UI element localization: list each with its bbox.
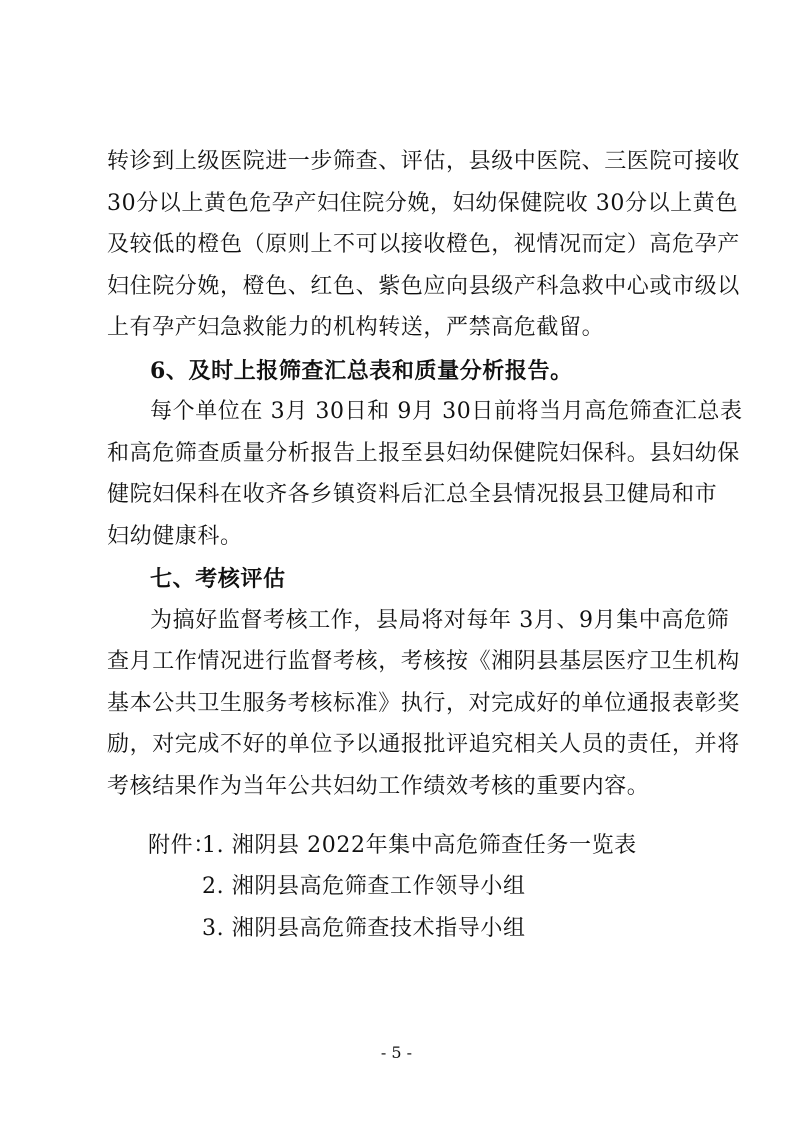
text-line: 30分以上黄色危孕产妇住院分娩，妇幼保健院收 30分以上黄色: [107, 191, 738, 216]
text-line: 上有孕产妇急救能力的机构转送，严禁高危截留。: [107, 315, 605, 340]
text-line: 健院妇保科在收齐各乡镇资料后汇总全县情况报县卫健局和市: [107, 482, 718, 507]
attachment-item: 2. 湘阴县高危筛查工作领导小组: [202, 874, 526, 899]
text-line: 和高危筛查质量分析报告上报至县妇幼保健院妇保科。县妇幼保: [107, 441, 740, 466]
text-line: 基本公共卫生服务考核标准》执行，对完成好的单位通报表彰奖: [107, 691, 740, 716]
page-number: - 5 -: [380, 1043, 413, 1062]
text-line: 查月工作情况进行监督考核，考核按《湘阴县基层医疗卫生机构: [107, 649, 740, 674]
attachment-item: 3. 湘阴县高危筛查技术指导小组: [202, 916, 526, 941]
text-line: 考核结果作为当年公共妇幼工作绩效考核的重要内容。: [107, 774, 650, 799]
text-line: 每个单位在 3月 30日和 9月 30日前将当月高危筛查汇总表: [150, 399, 743, 424]
text-line: 为搞好监督考核工作，县局将对每年 3月、9月集中高危筛: [150, 608, 730, 633]
item-6-heading: 6、及时上报筛查汇总表和质量分析报告。: [150, 358, 573, 384]
text-line: 妇幼健康科。: [107, 524, 243, 549]
section-7-heading: 七、考核评估: [150, 566, 286, 592]
text-line: 及较低的橙色（原则上不可以接收橙色，视情况而定）高危孕产: [107, 232, 740, 257]
text-line: 转诊到上级医院进一步筛查、评估，县级中医院、三医院可接收: [107, 149, 740, 174]
text-line: 励，对完成不好的单位予以通报批评追究相关人员的责任，并将: [107, 732, 740, 757]
attachments-label: 附件：: [148, 833, 216, 858]
text-line: 妇住院分娩，橙色、红色、紫色应向县级产科急救中心或市级以: [107, 274, 740, 299]
attachment-item: 1. 湘阴县 2022年集中高危筛查任务一览表: [202, 833, 637, 858]
